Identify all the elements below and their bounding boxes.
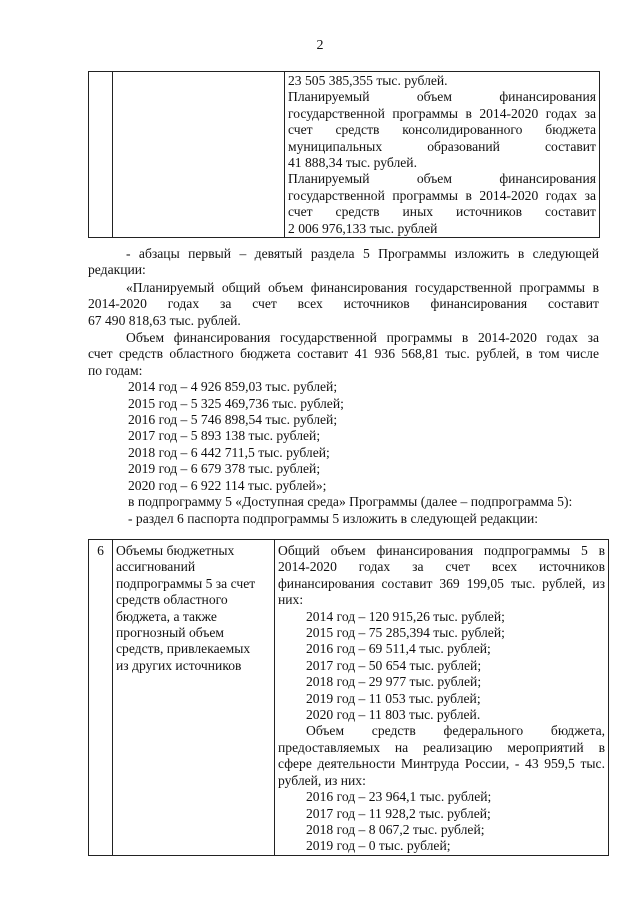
- top-text-line: муниципальных образований составит: [288, 138, 596, 154]
- label-cell: [113, 540, 275, 856]
- federal-year: 2017 год – 11 928,2 тыс. рублей;: [306, 805, 491, 821]
- subprogram-year: 2014 год – 120 915,26 тыс. рублей;: [306, 608, 505, 624]
- federal-line: предоставляемых на реализацию мероприятий в: [278, 739, 605, 755]
- row-number: 6: [97, 543, 104, 558]
- subprogram-year: 2015 год – 75 285,394 тыс. рублей;: [306, 625, 505, 641]
- year-item: 2016 год – 5 746 898,54 тыс. рублей;: [128, 412, 338, 428]
- label-line: прогнозный объем: [116, 625, 225, 641]
- value-line: них:: [278, 592, 304, 608]
- federal-year: 2016 год – 23 964,1 тыс. рублей;: [306, 789, 492, 805]
- year-item: 2019 год – 6 679 378 тыс. рублей;: [128, 461, 321, 477]
- year-item: 2015 год – 5 325 469,736 тыс. рублей;: [128, 395, 344, 411]
- top-text-line: 2 006 976,133 тыс. рублей: [288, 220, 438, 236]
- federal-line: сфере деятельности Минтруда России, - 43 959,5 тыс.: [278, 756, 605, 772]
- top-table-text-cell: [285, 72, 600, 238]
- top-text-line: счет средств иных источников составит: [288, 204, 596, 220]
- federal-year: 2018 год – 8 067,2 тыс. рублей;: [306, 821, 485, 837]
- row-number-cell: [89, 540, 113, 856]
- subprogram-year: 2019 год – 11 053 тыс. рублей;: [306, 690, 481, 706]
- label-line: средств, привлекаемых: [116, 641, 251, 657]
- para-abzacy-line2: редакции:: [88, 262, 146, 278]
- federal-year: 2019 год – 0 тыс. рублей;: [306, 838, 451, 854]
- subprogram-year: 2016 год – 69 511,4 тыс. рублей;: [306, 641, 491, 657]
- top-table: [88, 71, 600, 238]
- subprogram-year: 2017 год – 50 654 тыс. рублей;: [306, 657, 482, 673]
- para-obem-line3: по годам:: [88, 362, 143, 378]
- label-line: ассигнований: [116, 559, 196, 575]
- value-line: 2014-2020 годах за счет всех источников: [278, 559, 605, 575]
- body-text: [88, 246, 599, 527]
- federal-line: Объем средств федерального бюджета,: [306, 723, 605, 739]
- years-list: [88, 379, 599, 494]
- subprogram-line: в подпрограмму 5 «Доступная среда» Программы (далее – подпрограмма 5):: [128, 494, 573, 510]
- para-plan-line1: «Планируемый общий объем финансирования государственной программы в: [126, 279, 599, 295]
- value-line: финансирования составит 369 199,05 тыс. рублей, из: [278, 575, 605, 591]
- label-line: бюджета, а также: [116, 608, 217, 624]
- top-text-line: Планируемый объем финансирования: [288, 89, 596, 105]
- top-table-label-cell: [113, 72, 285, 238]
- top-text-line: 23 505 385,355 тыс. рублей.: [288, 73, 448, 88]
- para-obem-line2: счет средств областного бюджета составит 41 936 568,81 тыс. рублей, в том числе: [88, 346, 599, 362]
- year-item: 2018 год – 6 442 711,5 тыс. рублей;: [128, 444, 330, 460]
- label-line: подпрограммы 5 за счет: [116, 575, 256, 591]
- top-text-line: 41 888,34 тыс. рублей.: [288, 155, 417, 171]
- para-plan-line2: 2014-2020 годах за счет всех источников финансирования составит: [88, 296, 599, 312]
- year-item: 2014 год – 4 926 859,03 тыс. рублей;: [128, 379, 338, 395]
- top-text-line: Планируемый объем финансирования: [288, 171, 596, 187]
- subprogram-year: 2018 год – 29 977 тыс. рублей;: [306, 674, 482, 690]
- top-text-line: счет средств консолидированного бюджета: [288, 122, 596, 138]
- para-plan-line3: 67 490 818,63 тыс. рублей.: [88, 312, 241, 328]
- subprogram-year: 2020 год – 11 803 тыс. рублей.: [306, 707, 481, 723]
- label-line: средств областного: [116, 592, 228, 608]
- section-line: - раздел 6 паспорта подпрограммы 5 изложить в следующей редакции:: [128, 510, 539, 526]
- top-text-line: государственной программы в 2014-2020 годах за: [288, 187, 596, 203]
- top-text-line: государственной программы в 2014-2020 годах за: [288, 105, 596, 121]
- label-line: из других источников: [116, 657, 242, 673]
- federal-line: рублей, из них:: [278, 772, 366, 788]
- para-abzacy-line1: - абзацы первый – девятый раздела 5 Программы изложить в следующей: [126, 246, 599, 261]
- year-item: 2020 год – 6 922 114 тыс. рублей»;: [128, 477, 327, 493]
- value-line: Общий объем финансирования подпрограммы 5 в: [278, 543, 605, 558]
- top-table-number-cell: [89, 72, 113, 238]
- para-obem-line1: Объем финансирования государственной программы в 2014-2020 годах за: [126, 330, 599, 346]
- year-item: 2017 год – 5 893 138 тыс. рублей;: [128, 428, 321, 444]
- page-number: 2: [316, 38, 324, 53]
- bottom-table: [88, 539, 609, 856]
- label-line: Объемы бюджетных: [116, 543, 235, 558]
- value-cell: [275, 540, 609, 856]
